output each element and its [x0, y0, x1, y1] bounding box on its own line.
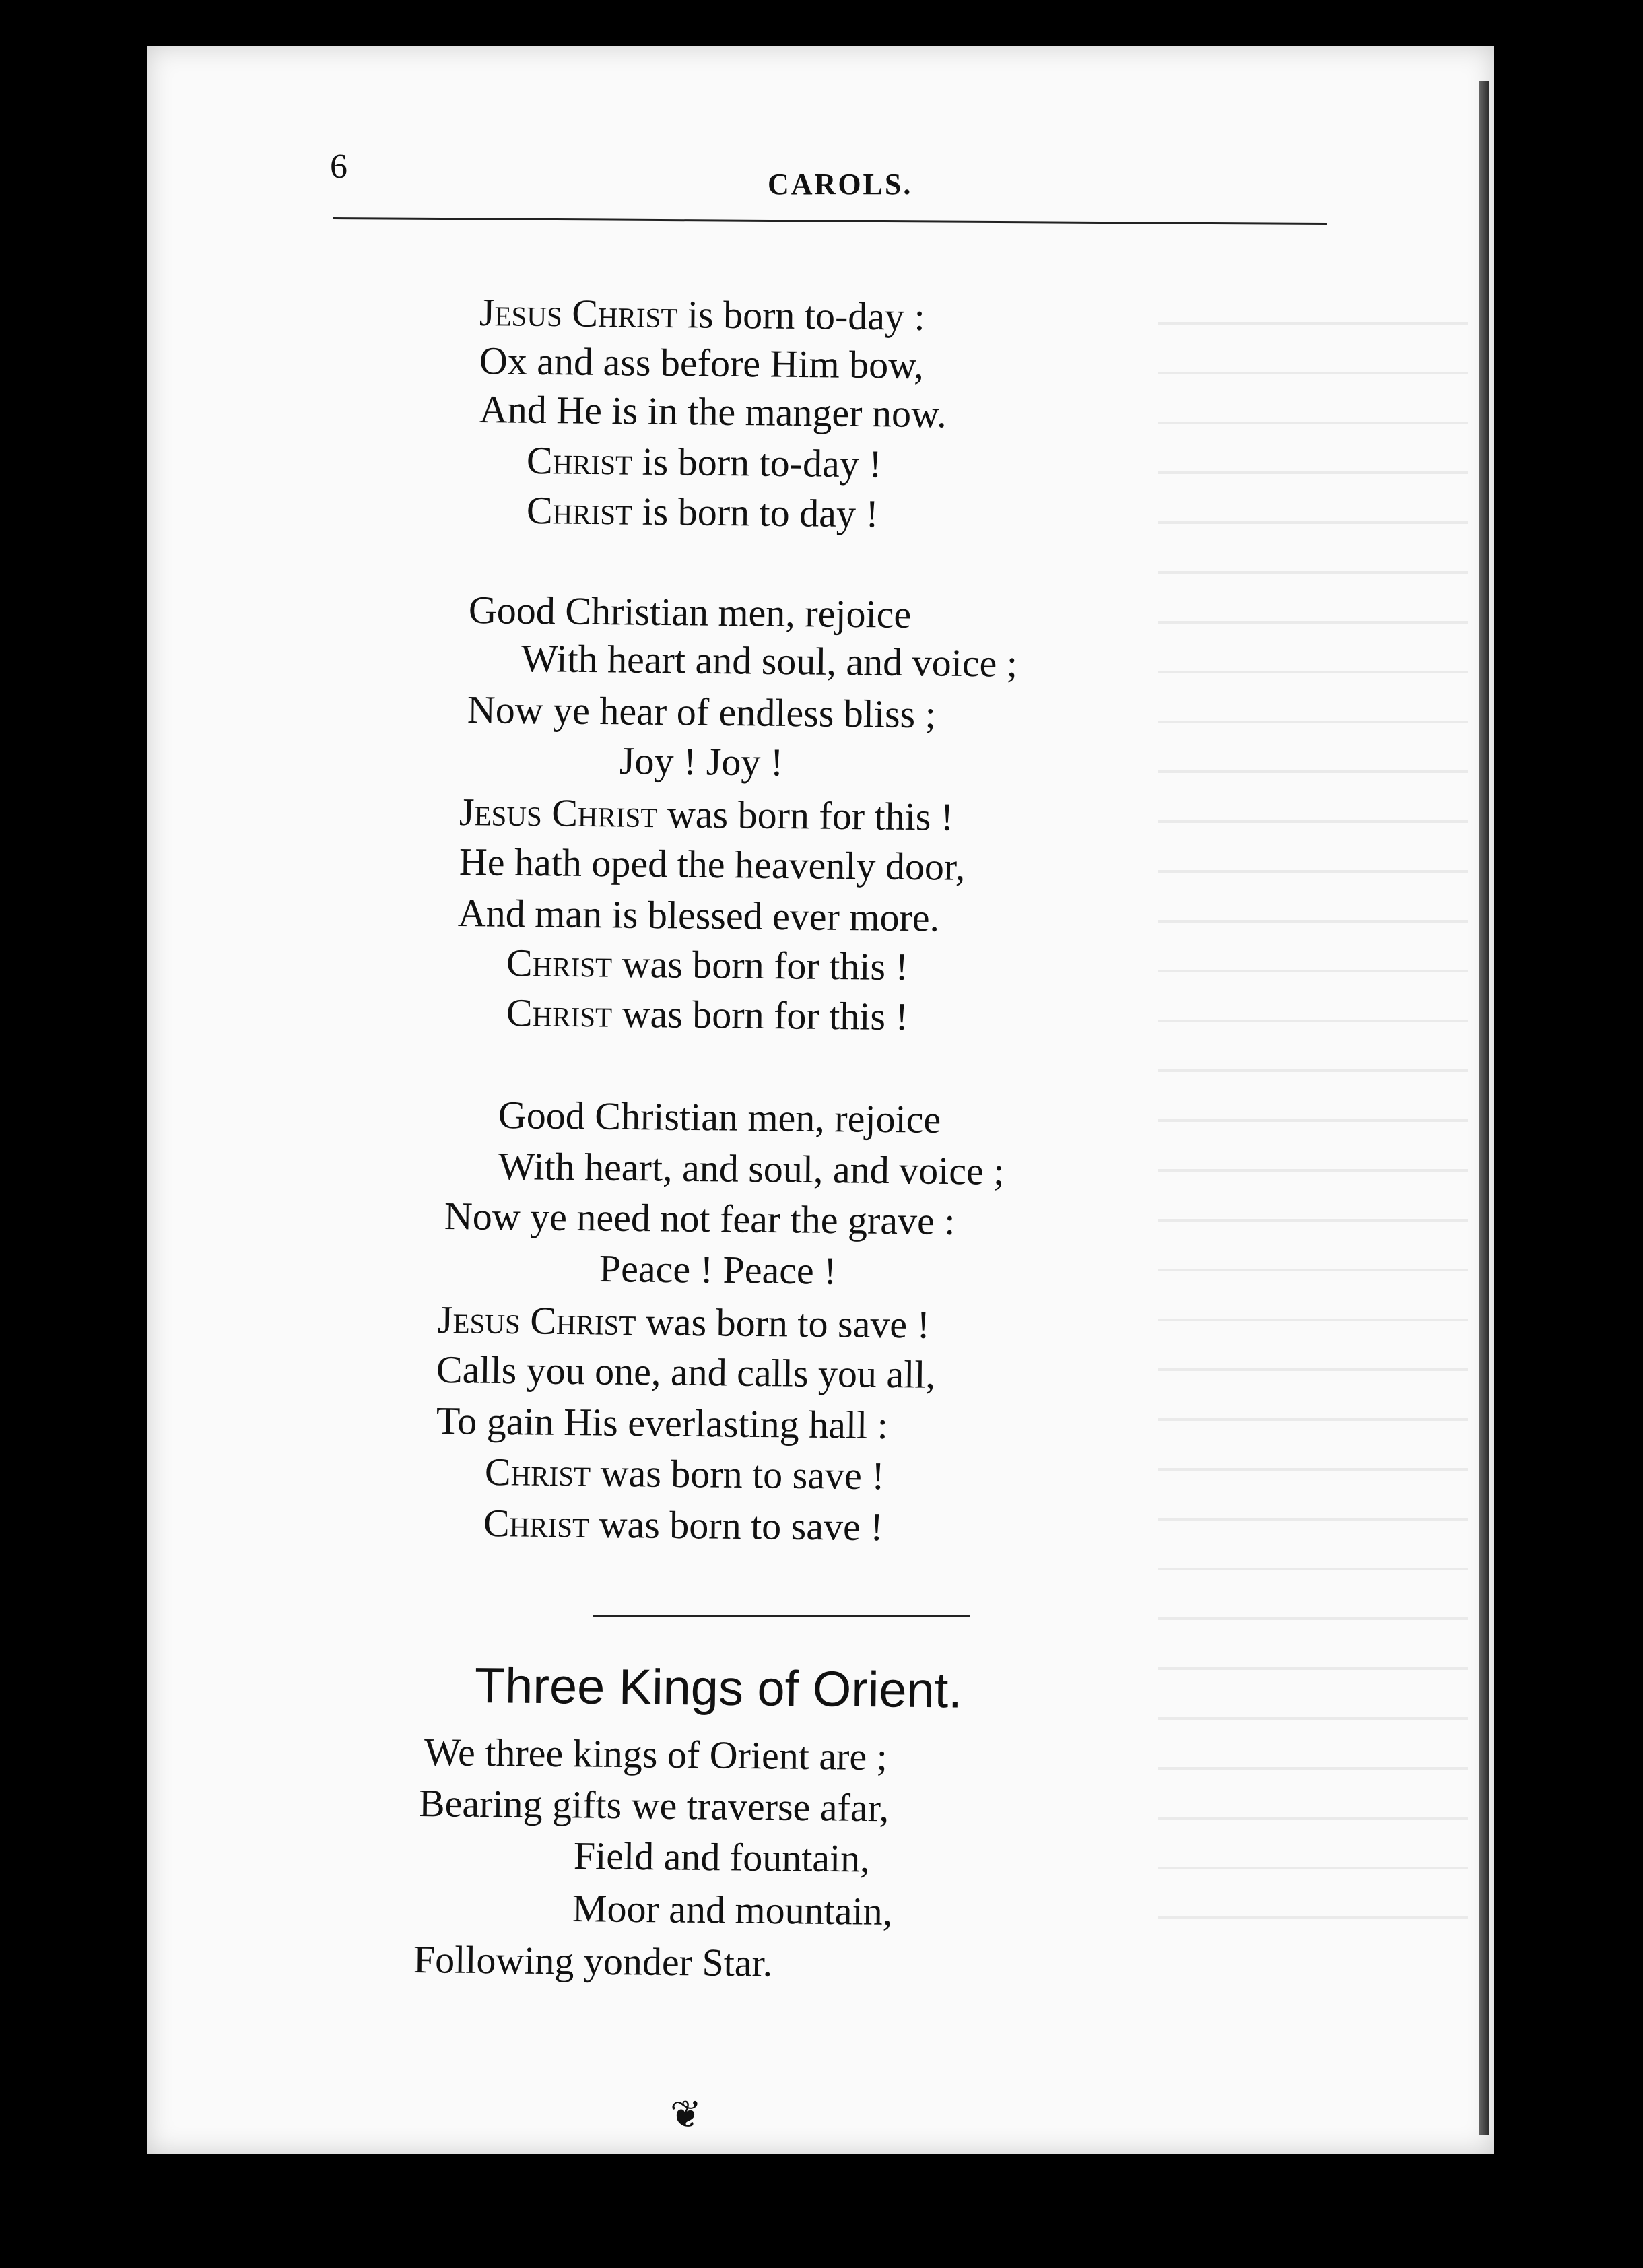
verse-line: Christ was born for this ! — [506, 991, 909, 1039]
verse-line: Now ye hear of endless bliss ; — [467, 688, 937, 737]
verse-line: Field and fountain, — [573, 1834, 871, 1881]
verse-line: Christ was born for this ! — [506, 941, 909, 989]
running-head: CAROLS. — [768, 168, 913, 201]
verse-line: Peace ! Peace ! — [599, 1246, 837, 1293]
verse-line: We three kings of Orient are ; — [424, 1730, 888, 1779]
section-divider — [593, 1615, 970, 1617]
verse-line: Christ is born to-day ! — [526, 438, 882, 486]
verse-line: Christ is born to day ! — [526, 488, 879, 536]
verse-line: Good Christian men, rejoice — [468, 588, 912, 636]
page-number: 6 — [330, 147, 347, 186]
verse-line: With heart, and soul, and voice ; — [498, 1144, 1005, 1193]
verse-line: Jesus Christ was born for this ! — [459, 790, 954, 839]
verse-line: Jesus Christ is born to-day : — [479, 290, 926, 339]
verse-line: Jesus Christ was born to save ! — [437, 1298, 931, 1347]
fleuron-ornament: ❦ — [670, 2093, 702, 2137]
verse-line: Now ye need not fear the grave : — [444, 1194, 955, 1243]
verse-line: Following yonder Star. — [413, 1937, 773, 1985]
page-edge — [1479, 81, 1489, 2135]
verse-line: Christ was born to save ! — [484, 1450, 885, 1498]
verse-line: Joy ! Joy ! — [619, 739, 784, 785]
verse-line: Calls you one, and calls you all, — [436, 1347, 936, 1397]
carol-title: Three Kings of Orient. — [474, 1657, 963, 1719]
verse-line: Good Christian men, rejoice — [498, 1093, 941, 1141]
verse-line: And He is in the manger now. — [479, 387, 947, 436]
verse-line: Bearing gifts we traverse afar, — [418, 1781, 890, 1830]
verse-line: Christ was born to save ! — [483, 1501, 883, 1549]
verse-line: To gain His everlasting hall : — [436, 1399, 889, 1448]
verse-line: Moor and mountain, — [572, 1886, 893, 1933]
verse-line: He hath oped the heavenly door, — [459, 840, 966, 889]
verse-line: And man is blessed ever more. — [457, 891, 940, 940]
verse-line: With heart and soul, and voice ; — [521, 636, 1018, 686]
verse-line: Ox and ass before Him bow, — [479, 339, 925, 387]
